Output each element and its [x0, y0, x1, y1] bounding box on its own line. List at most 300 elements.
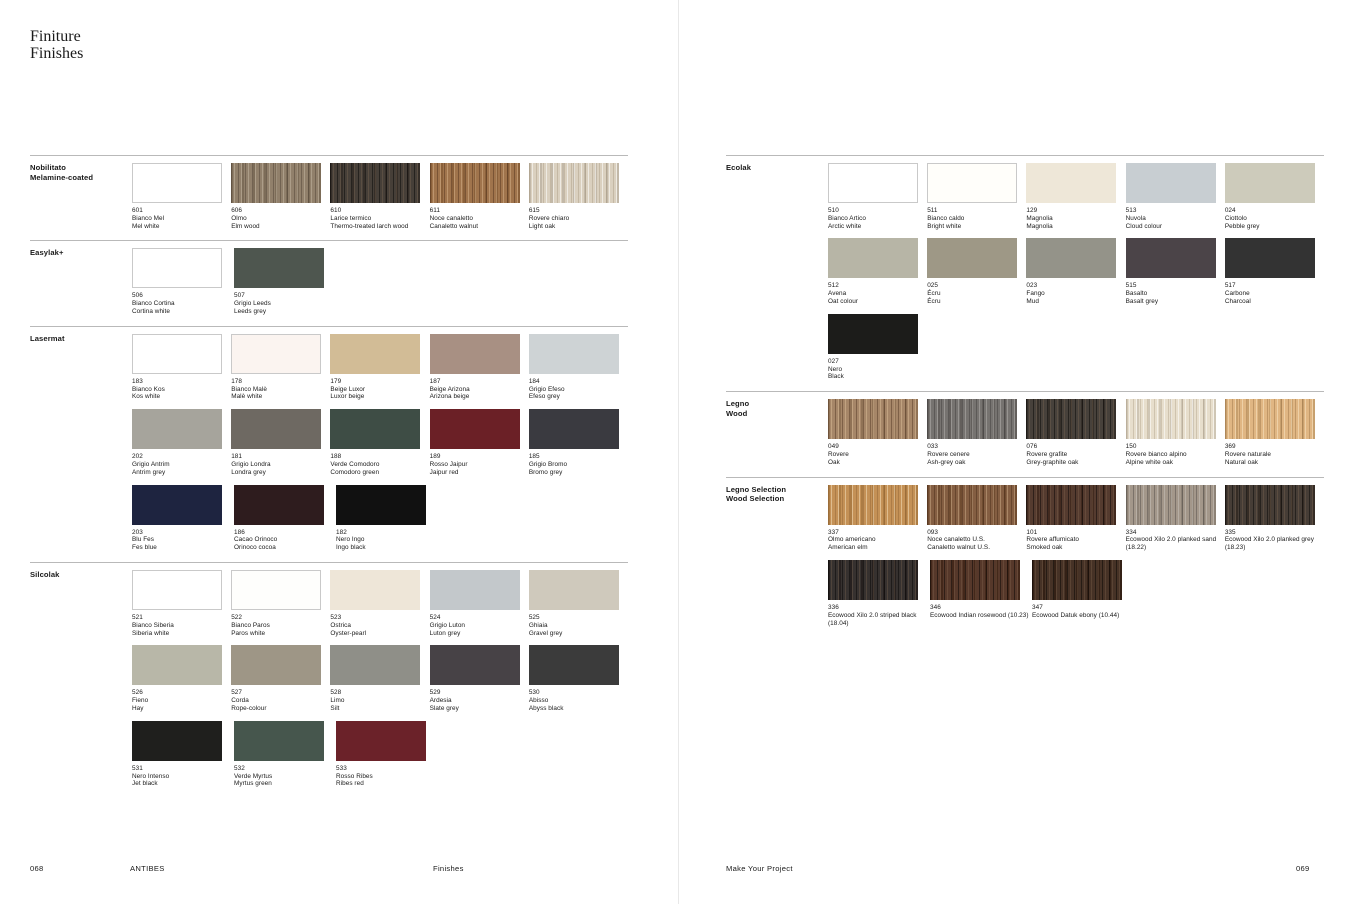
swatch-name-italian: Limo	[330, 697, 345, 705]
swatch-color[interactable]	[828, 314, 918, 354]
swatch-item[interactable]	[927, 163, 1025, 230]
swatch-caption	[1225, 443, 1323, 466]
swatch-item[interactable]	[330, 163, 428, 230]
swatch-name-italian: Ecowood Indian rosewood (10.23)	[930, 611, 1029, 619]
swatch-code: 532	[234, 764, 245, 772]
page-title-italian: Finiture	[30, 28, 81, 45]
swatch-code: 129	[1026, 207, 1038, 214]
swatch-code: 202	[132, 453, 143, 461]
swatch-caption	[529, 378, 627, 401]
swatch-code: 507	[234, 292, 245, 300]
swatch-item[interactable]	[231, 334, 329, 401]
swatch-code: 530	[528, 689, 540, 697]
page-title-english: Finishes	[30, 45, 84, 62]
swatch-caption	[828, 443, 926, 466]
section-label-line: Silcolak	[30, 569, 60, 579]
swatch-item[interactable]	[1126, 238, 1224, 305]
swatch-color[interactable]	[231, 334, 321, 374]
swatch-name-italian: Rovere grafite	[1026, 450, 1068, 458]
swatch-color[interactable]	[1126, 399, 1216, 439]
swatch-name-english: Canaletto walnut	[429, 222, 479, 230]
swatch-color[interactable]	[529, 409, 619, 449]
finish-section	[726, 155, 1324, 389]
swatch-item[interactable]	[529, 645, 627, 712]
swatch-grid	[132, 570, 628, 796]
swatch-code: 203	[132, 528, 143, 536]
swatch-name-english: Charcoal	[1224, 297, 1251, 305]
swatch-color[interactable]	[828, 560, 918, 600]
swatch-name-english: Siberia white	[132, 629, 170, 637]
swatch-caption	[231, 378, 329, 401]
swatch-item[interactable]	[336, 721, 437, 788]
swatch-caption	[1126, 443, 1224, 466]
swatch-color[interactable]	[1225, 163, 1315, 203]
section-label	[30, 163, 126, 182]
swatch-name-italian: Corda	[231, 697, 249, 705]
swatch-caption	[330, 207, 428, 230]
swatch-item[interactable]	[132, 334, 230, 401]
swatch-name-english: Black	[828, 373, 844, 381]
swatch-name-italian: Noce canaletto	[429, 214, 473, 222]
footer-section-label: Finishes	[433, 864, 464, 873]
swatch-color[interactable]	[927, 399, 1017, 439]
swatch-color[interactable]	[132, 409, 222, 449]
swatch-item[interactable]	[1126, 485, 1224, 552]
swatch-item[interactable]	[330, 645, 428, 712]
swatch-caption	[234, 529, 335, 552]
swatch-color[interactable]	[336, 721, 426, 761]
swatch-caption	[336, 765, 437, 788]
swatch-code: 027	[828, 357, 839, 365]
swatch-name-english: Orinoco cocoa	[234, 544, 276, 552]
swatch-color[interactable]	[132, 721, 222, 761]
swatch-caption	[927, 443, 1025, 466]
swatch-name-italian: Ghiaia	[528, 621, 548, 629]
swatch-name-italian: Ecowood Xilo 2.0 planked sand (18.22)	[1125, 536, 1217, 552]
swatch-name-english: Luxor beige	[330, 393, 365, 401]
swatch-code: 522	[231, 613, 243, 621]
swatch-item[interactable]	[330, 409, 428, 476]
swatch-item[interactable]	[828, 485, 926, 552]
section-label	[726, 485, 822, 504]
swatch-name-italian: Nero Ingo	[336, 536, 365, 544]
section-label-line: Legno Selection	[726, 484, 787, 494]
swatch-row	[132, 570, 628, 645]
swatch-name-english: Écru	[927, 297, 941, 305]
swatch-code: 611	[429, 207, 440, 214]
swatch-color[interactable]	[231, 570, 321, 610]
swatch-color[interactable]	[1026, 238, 1116, 278]
section-label-line: Legno	[726, 399, 750, 409]
swatch-name-italian: Grigio Londra	[231, 460, 271, 468]
swatch-code: 184	[528, 377, 540, 385]
swatch-item[interactable]	[231, 645, 329, 712]
swatch-code: 523	[330, 613, 342, 621]
swatch-item[interactable]	[234, 721, 335, 788]
swatch-color[interactable]	[927, 485, 1017, 525]
swatch-caption	[1032, 604, 1133, 620]
swatch-color[interactable]	[1032, 560, 1122, 600]
swatch-caption	[828, 282, 926, 305]
swatch-name-english: Magnolia	[1026, 222, 1053, 230]
swatch-color[interactable]	[1026, 485, 1116, 525]
swatch-item[interactable]	[234, 485, 335, 552]
swatch-name-italian: Bianco Siberia	[132, 621, 174, 629]
swatch-code: 513	[1125, 207, 1137, 214]
swatch-code: 076	[1026, 443, 1038, 451]
swatch-code: 335	[1224, 528, 1236, 536]
section-label	[726, 399, 822, 418]
swatch-item[interactable]	[430, 570, 528, 637]
swatch-color[interactable]	[529, 163, 619, 203]
swatch-name-italian: Grigio Efeso	[528, 385, 565, 393]
swatch-color[interactable]	[430, 409, 520, 449]
swatch-item[interactable]	[1026, 485, 1124, 552]
swatch-item[interactable]	[1225, 485, 1323, 552]
swatch-row	[132, 163, 628, 238]
swatch-item[interactable]	[529, 334, 627, 401]
swatch-name-italian: Nuvola	[1125, 214, 1146, 222]
swatch-color[interactable]	[529, 645, 619, 685]
swatch-color[interactable]	[529, 334, 619, 374]
swatch-name-english: Pebble grey	[1224, 222, 1260, 230]
swatch-color[interactable]	[132, 485, 222, 525]
swatch-caption	[1225, 207, 1323, 230]
swatch-caption	[132, 453, 230, 476]
swatch-caption	[927, 529, 1025, 552]
swatch-item[interactable]	[1225, 163, 1323, 230]
swatch-code: 346	[930, 603, 941, 611]
swatch-caption	[231, 453, 329, 476]
swatch-item[interactable]	[231, 163, 329, 230]
swatch-name-italian: Bianco Artico	[828, 214, 866, 222]
swatch-color[interactable]	[330, 570, 420, 610]
swatch-code: 526	[132, 689, 143, 697]
swatch-item[interactable]	[927, 485, 1025, 552]
swatch-color[interactable]	[828, 238, 918, 278]
swatch-caption	[330, 378, 428, 401]
swatch-item[interactable]	[1126, 163, 1224, 230]
swatch-color[interactable]	[1026, 163, 1116, 203]
swatch-item[interactable]	[1225, 399, 1323, 466]
swatch-item[interactable]	[1026, 399, 1124, 466]
swatch-color[interactable]	[1126, 238, 1216, 278]
swatch-item[interactable]	[132, 248, 233, 315]
swatch-color[interactable]	[132, 570, 222, 610]
swatch-caption	[930, 604, 1031, 620]
swatch-item[interactable]	[132, 645, 230, 712]
swatch-name-italian: Écru	[927, 290, 941, 298]
swatch-color[interactable]	[132, 163, 222, 203]
swatch-name-english: Oat colour	[828, 297, 858, 305]
left-column	[30, 155, 628, 798]
swatch-item[interactable]	[430, 163, 528, 230]
swatch-item[interactable]	[132, 485, 233, 552]
swatch-row	[132, 334, 628, 409]
swatch-code: 511	[927, 207, 938, 214]
swatch-item[interactable]	[828, 399, 926, 466]
swatch-item[interactable]	[430, 334, 528, 401]
swatch-color[interactable]	[330, 645, 420, 685]
swatch-item[interactable]	[330, 334, 428, 401]
swatch-caption	[132, 689, 230, 712]
swatch-code: 179	[330, 377, 342, 385]
swatch-name-italian: Fieno	[132, 697, 149, 705]
swatch-color[interactable]	[234, 721, 324, 761]
swatch-item[interactable]	[430, 645, 528, 712]
swatch-name-english: Bromo grey	[528, 468, 563, 476]
swatch-name-italian: Larice termico	[330, 214, 372, 222]
swatch-item[interactable]	[231, 409, 329, 476]
swatch-caption	[529, 207, 627, 230]
swatch-name-english: Abyss black	[528, 704, 564, 712]
swatch-color[interactable]	[1026, 399, 1116, 439]
swatch-name-italian: Fango	[1026, 290, 1045, 298]
finish-section	[30, 155, 628, 238]
swatch-name-italian: Bianco Kos	[132, 385, 165, 393]
swatch-color[interactable]	[828, 163, 918, 203]
swatch-item[interactable]	[828, 314, 929, 381]
section-label	[30, 334, 126, 344]
swatch-color[interactable]	[1126, 163, 1216, 203]
swatch-grid	[132, 334, 628, 560]
finish-section	[30, 326, 628, 560]
swatch-color[interactable]	[430, 163, 520, 203]
swatch-code: 186	[234, 528, 245, 536]
swatch-code: 512	[828, 282, 839, 290]
swatch-name-italian: Grigio Leeds	[234, 300, 271, 308]
footer-make-your-project: Make Your Project	[726, 864, 793, 873]
swatch-item[interactable]	[828, 238, 926, 305]
swatch-name-english: Basalt grey	[1125, 297, 1159, 305]
swatch-row	[132, 645, 628, 720]
swatch-caption	[828, 529, 926, 552]
swatch-name-english: Natural oak	[1224, 458, 1259, 466]
swatch-name-italian: Bianco Cortina	[132, 300, 175, 308]
swatch-row	[132, 409, 628, 484]
swatch-item[interactable]	[132, 721, 233, 788]
swatch-item[interactable]	[1026, 163, 1124, 230]
swatch-item[interactable]	[336, 485, 437, 552]
swatch-grid	[132, 163, 628, 238]
swatch-item[interactable]	[529, 409, 627, 476]
swatch-name-italian: Ecowood Xilo 2.0 planked grey (18.23)	[1224, 536, 1315, 552]
swatch-item[interactable]	[828, 560, 929, 627]
footer-page-number-right: 069	[1296, 864, 1310, 873]
swatch-name-english: Arctic white	[828, 222, 862, 230]
section-label-line: Nobilitato	[30, 163, 67, 172]
swatch-item[interactable]	[132, 570, 230, 637]
swatch-caption	[430, 689, 528, 712]
swatch-color[interactable]	[231, 645, 321, 685]
swatch-caption	[1126, 207, 1224, 230]
swatch-name-english: Antrim grey	[132, 468, 166, 476]
swatch-name-italian: Bianco Mel	[132, 214, 165, 222]
swatch-color[interactable]	[330, 163, 420, 203]
swatch-color[interactable]	[336, 485, 426, 525]
swatch-name-english: Elm wood	[231, 222, 260, 230]
swatch-item[interactable]	[1225, 238, 1323, 305]
swatch-color[interactable]	[330, 409, 420, 449]
swatch-code: 527	[231, 689, 243, 697]
swatch-code: 521	[132, 613, 143, 621]
swatch-caption	[231, 689, 329, 712]
swatch-caption	[828, 207, 926, 230]
swatch-color[interactable]	[234, 485, 324, 525]
swatch-item[interactable]	[231, 570, 329, 637]
swatch-code: 610	[330, 207, 342, 214]
swatch-name-italian: Beige Arizona	[429, 385, 470, 393]
swatch-name-english: Grey-graphite oak	[1026, 458, 1079, 466]
section-label-line: Wood	[726, 408, 748, 418]
section-label-line: Easylak+	[30, 248, 64, 258]
swatch-name-italian: Ecowood Xilo 2.0 striped black (18.04)	[828, 611, 917, 627]
swatch-name-italian: Olmo americano	[828, 536, 876, 544]
swatch-row	[828, 485, 1324, 560]
swatch-code: 101	[1026, 528, 1038, 536]
swatch-grid	[132, 248, 628, 323]
swatch-name-italian: Grigio Luton	[429, 621, 466, 629]
swatch-color[interactable]	[132, 334, 222, 374]
swatch-name-english: Hay	[132, 704, 144, 712]
swatch-name-english: Rope-colour	[231, 704, 267, 712]
swatch-item[interactable]	[529, 570, 627, 637]
swatch-code: 181	[231, 453, 243, 461]
swatch-name-english: Fes blue	[132, 544, 157, 552]
swatch-code: 601	[132, 207, 143, 214]
swatch-item[interactable]	[529, 163, 627, 230]
swatch-caption	[132, 378, 230, 401]
swatch-row	[828, 163, 1324, 238]
swatch-name-italian: Rosso Jaipur	[429, 460, 468, 468]
swatch-item[interactable]	[1026, 238, 1124, 305]
swatch-color[interactable]	[1225, 399, 1315, 439]
swatch-color[interactable]	[1225, 485, 1315, 525]
swatch-code: 189	[429, 453, 441, 461]
swatch-name-english: Luton grey	[429, 629, 461, 637]
swatch-item[interactable]	[828, 163, 926, 230]
swatch-caption	[1026, 443, 1124, 466]
swatch-color[interactable]	[132, 248, 222, 288]
swatch-name-italian: Bianco caldo	[927, 214, 965, 222]
swatch-color[interactable]	[430, 570, 520, 610]
swatch-caption	[132, 765, 233, 788]
swatch-name-english: Londra grey	[231, 468, 266, 476]
swatch-name-english: Silt	[330, 704, 340, 712]
swatch-caption	[430, 614, 528, 637]
swatch-name-italian: Grigio Antrim	[132, 460, 170, 468]
swatch-caption	[231, 207, 329, 230]
swatch-name-italian: Rovere naturale	[1224, 450, 1272, 458]
swatch-row	[132, 485, 628, 560]
swatch-color[interactable]	[231, 163, 321, 203]
swatch-caption	[234, 292, 335, 315]
swatch-code: 517	[1224, 282, 1236, 290]
swatch-name-italian: Olmo	[231, 214, 247, 222]
swatch-name-english: Malè white	[231, 393, 263, 401]
swatch-color[interactable]	[828, 485, 918, 525]
swatch-name-italian: Rovere affumicato	[1026, 536, 1079, 544]
swatch-item[interactable]	[1126, 399, 1224, 466]
swatch-caption	[1026, 207, 1124, 230]
section-label-line: Melamine-coated	[30, 172, 94, 182]
swatch-caption	[529, 689, 627, 712]
swatch-color[interactable]	[828, 399, 918, 439]
swatch-name-italian: Magnolia	[1026, 214, 1053, 222]
swatch-color[interactable]	[430, 334, 520, 374]
swatch-item[interactable]	[927, 238, 1025, 305]
swatch-code: 515	[1125, 282, 1137, 290]
swatch-row	[828, 399, 1324, 474]
swatch-code: 347	[1032, 603, 1043, 611]
swatch-color[interactable]	[330, 334, 420, 374]
swatch-name-english: Canaletto walnut U.S.	[927, 544, 991, 552]
footer-page-number-left: 068	[30, 864, 44, 873]
swatch-code: 615	[528, 207, 540, 214]
swatch-color[interactable]	[529, 570, 619, 610]
swatch-color[interactable]	[1225, 238, 1315, 278]
swatch-color[interactable]	[930, 560, 1020, 600]
swatch-code: 336	[828, 603, 839, 611]
swatch-name-english: Ribes red	[336, 780, 364, 788]
swatch-color[interactable]	[234, 248, 324, 288]
swatch-name-italian: Basalto	[1125, 290, 1148, 298]
swatch-item[interactable]	[132, 163, 230, 230]
swatch-caption	[132, 292, 233, 315]
swatch-item[interactable]	[430, 409, 528, 476]
swatch-name-italian: Avena	[828, 290, 847, 298]
swatch-caption	[234, 765, 335, 788]
swatch-name-italian: Ostrica	[330, 621, 351, 629]
swatch-caption	[430, 453, 528, 476]
swatch-name-english: Alpine white oak	[1125, 458, 1173, 466]
swatch-color[interactable]	[1126, 485, 1216, 525]
swatch-color[interactable]	[927, 163, 1017, 203]
swatch-caption	[1026, 282, 1124, 305]
swatch-name-italian: Cacao Orinoco	[234, 536, 278, 544]
swatch-item[interactable]	[132, 409, 230, 476]
swatch-name-italian: Blu Fes	[132, 536, 155, 544]
swatch-name-english: Arizona beige	[429, 393, 470, 401]
swatch-item[interactable]	[927, 399, 1025, 466]
swatch-name-english: Oak	[828, 458, 840, 466]
swatch-caption	[529, 614, 627, 637]
swatch-row	[132, 248, 628, 323]
swatch-name-italian: Rosso Ribes	[336, 772, 373, 780]
swatch-caption	[529, 453, 627, 476]
swatch-item[interactable]	[1032, 560, 1133, 627]
swatch-name-english: Leeds grey	[234, 307, 267, 315]
swatch-code: 531	[132, 764, 143, 772]
swatch-item[interactable]	[330, 570, 428, 637]
swatch-code: 506	[132, 292, 143, 300]
swatch-color[interactable]	[927, 238, 1017, 278]
swatch-item[interactable]	[930, 560, 1031, 627]
swatch-row	[828, 238, 1324, 313]
section-label	[30, 248, 126, 258]
swatch-row	[132, 721, 628, 796]
swatch-color[interactable]	[132, 645, 222, 685]
swatch-name-italian: Verde Comodoro	[330, 460, 380, 468]
swatch-color[interactable]	[231, 409, 321, 449]
section-label-line: Ecolak	[726, 163, 752, 172]
swatch-name-italian: Rovere cenere	[927, 450, 970, 458]
swatch-color[interactable]	[430, 645, 520, 685]
swatch-name-english: Mel white	[132, 222, 160, 230]
swatch-name-english: Kos white	[132, 393, 161, 401]
swatch-item[interactable]	[234, 248, 335, 315]
swatch-caption	[927, 282, 1025, 305]
